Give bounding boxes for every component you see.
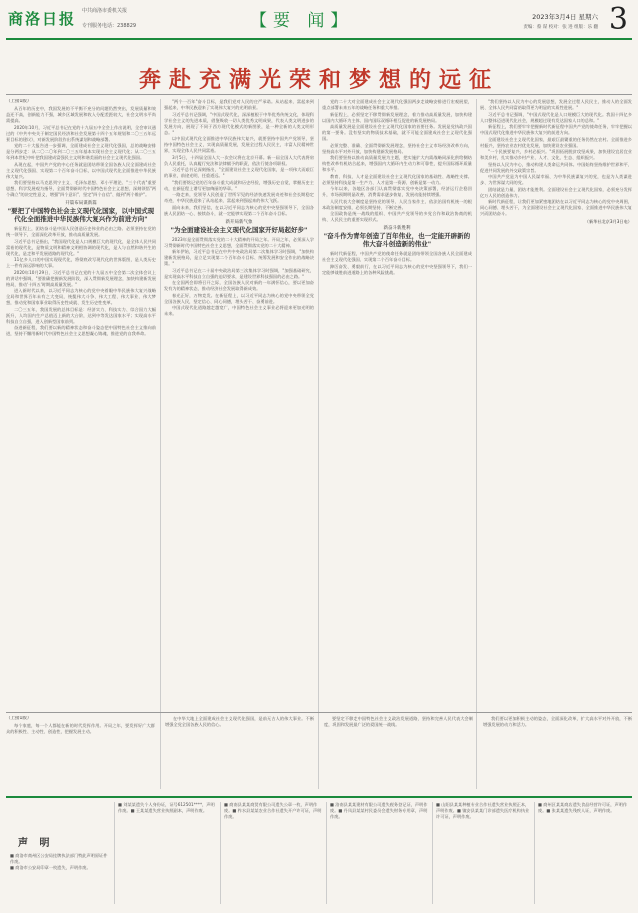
paragraph: 人民代表大会制度是坚持党的领导、人民当家作主、依法治国有机统一的根本政治制度安排，必须长期坚持、不断完善。 — [322, 198, 472, 210]
paragraph: 中国式现代化道路越走越宽广，中国特色社会主义事业必将迎来更加光明的未来。 — [164, 305, 314, 316]
paragraph: 每个家庭，每一个人都能在新的时代发挥作用。开局之年，要发挥好广大群众的积极性、主动性、创造性，把握发展主动。 — [6, 723, 155, 734]
notice-item: ■ 商洛市公安局印章一枚遗失，声明作废。 — [10, 865, 91, 870]
paragraph: 全国政协是统一战线的组织、中国共产党领导的多党合作和政治协商的机构、人民民主的重要实现形式。 — [322, 211, 472, 222]
subheading-kicker: 新开局新气象 — [225, 219, 253, 225]
subheading — [6, 201, 156, 223]
paragraph: 一路走来，党领导人民创造了世所罕见的经济快速发展奇迹和社会长期稳定奇迹，中华民族迎来了从站起来、富起来到强起来的伟大飞跃。 — [164, 192, 314, 203]
dateline-note: （新华社北京3月3日电） — [584, 219, 632, 224]
paragraph: 新征程上，团结奋斗是中国人民创造历史伟业的必由之路。必须坚持在党的统一领导下，全面深化改革开放，推动高质量发展。 — [6, 226, 156, 237]
paragraph: 中国共产党是为中国人民谋幸福、为中华民族谋复兴的党，也是为人类谋进步、为世界谋大同的党。 — [480, 174, 632, 185]
notice-divider — [534, 802, 535, 904]
paragraph: 要坚定不移走中国特色社会主义政治发展道路，坚持和完善人民代表大会制度，巩固和发展最广泛的爱国统一战线。 — [324, 716, 473, 727]
paragraph: 我们要以更加积极主动的姿态，全面深化改革，扩大高水平对外开放，不断增强发展的动力和活力。 — [483, 716, 632, 727]
paragraph: "我们要铭记党的百年奋斗重大成就和历史经验，增强历史自觉，掌握历史主动，在新征程上谱写更加绚丽的华章。" — [164, 179, 314, 191]
main-headline: 奔赴充满光荣和梦想的远征 — [138, 67, 499, 93]
paragraph: 踔厉奋发、勇毅前行，在以习近平同志为核心的党中央坚强领导下，我们一定能够战胜前进道路上的各种风险挑战。 — [322, 263, 472, 275]
newspaper-logo: 商洛日报 — [8, 10, 77, 28]
paragraph: 新征程上，我们要牢牢把握新时代新征程中国共产党的使命任务，牢牢把握以中国式现代化推进中华民族伟大复兴的前进方向。 — [480, 124, 632, 135]
paragraph: 2020年10月，习近平总书记在党的十九届五中全会上作出说明，全会审议通过的《中共中央关于制定国民经济和社会发展第十四个五年规划和二〇三五年远景目标的建议》，对新发展阶段作出系统谋划和战略部署。 — [6, 124, 156, 142]
paragraph: 新征程上，必须坚定不移贯彻新发展理念，着力推动高质量发展，加快构建以国内大循环为主体、国内国际双循环相互促进的新发展格局。 — [322, 111, 472, 123]
paragraph: 习近平总书记强调，"中国式现代化是人口规模巨大的现代化。我国十四亿多人口整体迈进现代化社会，规模超过现有发达国家人口的总和。" — [480, 111, 632, 123]
paragraph: "两个一百年"奋斗目标，是我们党对人民的庄严承诺。从站起来、富起来到强起来，中华民族迎来了实现伟大复兴的光明前景。 — [164, 99, 314, 110]
issue-date: 2023年3月4日 星期六 — [532, 13, 598, 21]
subheading-title: "为全面建设社会主义现代化国家开好局起好步" — [170, 225, 308, 234]
paragraph: 高质量发展是全面建设社会主义现代化国家的首要任务。发展是党执政兴国的第一要务。没有坚实的物质技术基础，就不可能全面建成社会主义现代化强国。 — [322, 124, 472, 141]
paragraph: 以中国式现代化全面推进中华民族伟大复兴，就要坚持中国共产党领导，坚持中国特色社会主义，实现高质量发展，发展全过程人民民主，丰富人民精神世界，实现全体人民共同富裕。 — [164, 136, 314, 153]
subheading-title: "奋斗作为青年创造了百年伟业，也一定能开辟新的伟大奋斗创造新的伟业" — [323, 232, 471, 248]
paragraph: 党的二十大对全面建成社会主义现代化强国两步走战略安排进行宏观展望，重点部署未来五年的战略任务和重大举措。 — [322, 99, 472, 110]
paragraph: 习近平总书记强调，"中国式现代化，深深植根于中华优秀传统文化，体现科学社会主义的先进本质，借鉴吸收一切人类优秀文明成果，代表人类文明进步的发展方向，展现了不同于西方现代化模式的新图景，是一种全新的人类文明形态。" — [164, 111, 314, 135]
notice-column: ■ 商南县某某商贸有限公司遗失公章一枚，声明作废。■ 柞水县某某农业合作社遗失开户许可证，声明作废。 — [224, 802, 322, 819]
paragraph: 习近平总书记在二十届中央政治局第三次集体学习时强调，"加强基础研究，是实现高水平科技自立自强的迫切要求，是建设世界科技强国的必由之路。" — [164, 267, 314, 279]
paragraph: 今年以来，各地区各部门认真贯彻落实党中央决策部署，经济运行企稳回升，市场预期明显改善，消费需求逐步恢复，发展动能持续增强。 — [322, 186, 472, 197]
paragraph: 2023年是全面贯彻落实党的二十大精神的开局之年。开局之年，必须深入学习贯彻新时代中国特色社会主义思想，全面贯彻落实党的二十大精神。 — [164, 236, 314, 248]
notices-section — [6, 796, 632, 907]
page-number: 3 — [608, 2, 628, 37]
paragraph: 11亿多人口的中国实现现代化，将彻底改写现代化的世界版图，是人类历史上一件有深远影响的大事。 — [6, 257, 156, 268]
paragraph: 教育、科技、人才是全面建设社会主义现代化国家的基础性、战略性支撑。必须坚持科技是第一生产力、人才是第一资源、创新是第一动力。 — [322, 173, 472, 185]
paragraph: 3月5日，十四届全国人大一次会议将在北京开幕。新一届全国人大代表将肩负人民重托，认真履行宪法和法律赋予的职责，依法行使各项职权。 — [164, 154, 314, 166]
editor-credits: 责编：蔡 谋 校对：张 进 组版：乐 翻 — [523, 25, 598, 30]
paragraph: 奋进新征程，我们要以新的精神状态和奋斗姿态把中国特色社会主义推向前进，坚持不懈用新时代中国特色社会主义思想凝心铸魂，推进党的自我革命。 — [6, 325, 156, 336]
paragraph: 二〇三五年，我国发展的总体目标是：经济实力、科技实力、综合国力大幅跃升，人均国内生产总值迈上新的大台阶，达到中等发达国家水平；实现高水平科技自立自强，进入创新型国家前列。 — [6, 306, 156, 324]
paragraph: 进入新时代以来，以习近平同志为核心的党中央着眼中华民族伟大复兴战略全局和世界百年未有之大变局，统揽伟大斗争、伟大工程、伟大事业、伟大梦想，推动党和国家事业取得历史性成就、发生历史性变革。 — [6, 288, 156, 305]
masthead — [0, 0, 638, 40]
article-column-2 — [164, 99, 314, 789]
subheading-kicker: 新奋斗新胜利 — [383, 226, 411, 231]
column-divider — [318, 99, 319, 789]
paragraph: "一个民族要复兴，乡村必振兴。"巩固拓展脱贫攻坚成果，加快建设宜居宜业和美乡村，扎实推动乡村产业、人才、文化、生态、组织振兴。 — [480, 149, 632, 160]
paragraph: 全面建设社会主义现代化国家，最艰巨最繁重的任务仍然在农村。全面推进乡村振兴，坚持农业农村优先发展，加快建设农业强国。 — [480, 136, 632, 148]
article-column-1 — [6, 99, 156, 789]
paragraph: 新年伊始，习近平总书记在中共中央政治局第二次集体学习时强调，"加快构建新发展格局，是立足实现第二个百年奋斗目标、统筹发展和安全作出的战略决策。" — [164, 249, 314, 266]
paragraph: 党的二十大报告进一步强调，全面建成社会主义现代化强国，总的战略安排是分两步走：从二〇二〇年到二〇三五年基本实现社会主义现代化；从二〇三五年到本世纪中叶把我国建成富强民主文明和谐美丽的社会主义现代化强国。 — [6, 143, 156, 160]
notice-column: ■ 刘某某遗失个人身份证，证号612501****，声明作废。■ 王某某遗失营业执照副本，声明作废。 — [118, 802, 215, 813]
paragraph: 我们要坚持以马克思列宁主义、毛泽东思想、邓小平理论、"三个代表"重要思想、科学发展观为指导，全面贯彻新时代中国特色社会主义思想，深刻领悟"两个确立"的决定性意义，增强"四个意识"、坚定"四个自信"、做到"两个维护"。 — [6, 180, 156, 197]
subheading — [164, 220, 314, 234]
paragraph: 2020年10月29日，习近平总书记在党的十九届五中全会第二次全体会议上的讲话中强调，"要准确把握新发展阶段，深入贯彻新发展理念，加快构建新发展格局，推动'十四五'时期高质量发展。" — [6, 269, 156, 287]
paragraph: 习近平总书记指出，"我国现代化是人口规模巨大的现代化，是全体人民共同富裕的现代化，是物质文明和精神文明相协调的现代化，是人与自然和谐共生的现代化，是走和平发展道路的现代化。" — [6, 238, 156, 256]
subheading-title: "要把了中国特色社会主义现代化国家，以中国式现代化全面推进中华民族伟大复兴作为前进方向" — [7, 207, 155, 223]
paragraph: 必须完整、准确、全面贯彻新发展理念，坚持社会主义市场经济改革方向，坚持高水平对外开放，加快构建新发展格局。 — [322, 142, 472, 154]
paragraph: 新时代新征程，中国共产党的使命任务就是团结带领全国各族人民全面建成社会主义现代化强国、实现第二个百年奋斗目标。 — [322, 251, 472, 262]
paragraph: 在中华大地上全面建成社会主义现代化强国，是前无古人的伟大事业。不断增强全党全国各族人民的信心。 — [165, 716, 314, 727]
paragraph: 在全国两会即将召开之际，全国各族人民对新的一年满怀信心，要以更加奋发有为的精神状态，推动经济社会发展取得新成效。 — [164, 280, 314, 291]
article-column-3 — [322, 99, 472, 789]
column-divider — [160, 99, 161, 789]
paragraph: 习近平总书记深刻指出，"全面建设社会主义现代化国家，是一项伟大而艰巨的事业，前途光明，任重道远。" — [164, 167, 314, 178]
subheading — [322, 226, 472, 248]
subheading-kicker: 开篇布局谋新篇 — [65, 201, 97, 206]
logo-subtitle: 中共商洛市委机关报 — [82, 8, 128, 14]
service-phone: 专刊服务电话：238829 — [82, 23, 137, 29]
headline-rule — [6, 94, 632, 95]
paragraph: 从百年的历史中，我国发展的不平衡不充分的问题仍然突出，发展质量和效益还不高，创新能力不强，城乡区域发展和收入分配差距较大，社会文明水平尚需提高。 — [6, 106, 156, 123]
paragraph: 坚持以人民为中心，推动构建人类命运共同体。中国始终坚持维护世界和平、促进共同发展的外交政策宗旨。 — [480, 161, 632, 173]
notice-column: ■ 山阳县某某种植专业合作社遗失营业执照正本，声明作废。■ 镇安县某某门诊部遗失医疗机构执业许可证，声明作废。 — [436, 802, 530, 819]
paragraph: 面向未来，我们坚信，在以习近平同志为核心的党中央坚强领导下，全国各族人民团结一心、接续奋斗，就一定能够实现第二个百年奋斗目标。 — [164, 204, 314, 216]
notice-divider — [326, 802, 327, 904]
lower-section-rule — [6, 712, 632, 713]
notice-divider — [114, 802, 115, 904]
notice-divider — [432, 802, 433, 904]
notices-title: 声 明 — [18, 838, 54, 849]
column-divider — [476, 99, 477, 789]
masthead-rule — [6, 38, 632, 40]
notice-item: ■ 商洛市商州区公安局挂牌执法部门特此声明原证件作废。 — [10, 853, 108, 864]
notice-column: ■ 商州区某某商店遗失食品经营许可证，声明作废。■ 张某某遗失残疾人证，声明作废。 — [538, 802, 628, 813]
article-column-4 — [480, 99, 632, 789]
notices-left-column — [10, 853, 110, 871]
section-title: 【要 闻】 — [250, 11, 354, 31]
paragraph: "我们坚持以人民为中心的发展思想，发展全过程人民民主，推动人的全面发展、全体人民共同富裕取得更为明显的实质性进展。" — [480, 99, 632, 110]
paragraph: 新时代新征程，让我们更加紧密地团结在以习近平同志为核心的党中央周围，同心同德、埋头苦干，为全面建设社会主义现代化国家、全面推进中华民族伟大复兴而团结奋斗。 — [480, 199, 632, 216]
paragraph: 我们要坚持以推动高质量发展为主题，把实施扩大内需战略同深化供给侧结构性改革有机结合起来，增强国内大循环内生动力和可靠性，提升国际循环质量和水平。 — [322, 155, 472, 172]
notice-column: ■ 洛南县某某建材有限公司遗失税务登记证，声明作废。■ 丹凤县某某村民委员会遗失财务专用章，声明作废。 — [330, 802, 428, 819]
paragraph: 春光正好，万物竞发。在新征程上，以习近平同志为核心的党中央带领全党全国各族人民，坚定信心、同心同德，埋头苦干、奋勇前进。 — [164, 292, 314, 304]
paragraph: 团结就是力量，团结才能胜利。全面建设社会主义现代化国家，必须充分发挥亿万人民的创造伟力。 — [480, 186, 632, 198]
notice-divider — [220, 802, 221, 904]
paragraph: 从现在起，中国共产党的中心任务就是团结带领全国各族人民全面建成社会主义现代化强国、实现第二个百年奋斗目标，以中国式现代化全面推进中华民族伟大复兴。 — [6, 161, 156, 179]
byline: （上接1版） — [6, 99, 32, 104]
lower-byline: （上接1版） — [6, 716, 32, 721]
lower-article — [6, 716, 632, 792]
